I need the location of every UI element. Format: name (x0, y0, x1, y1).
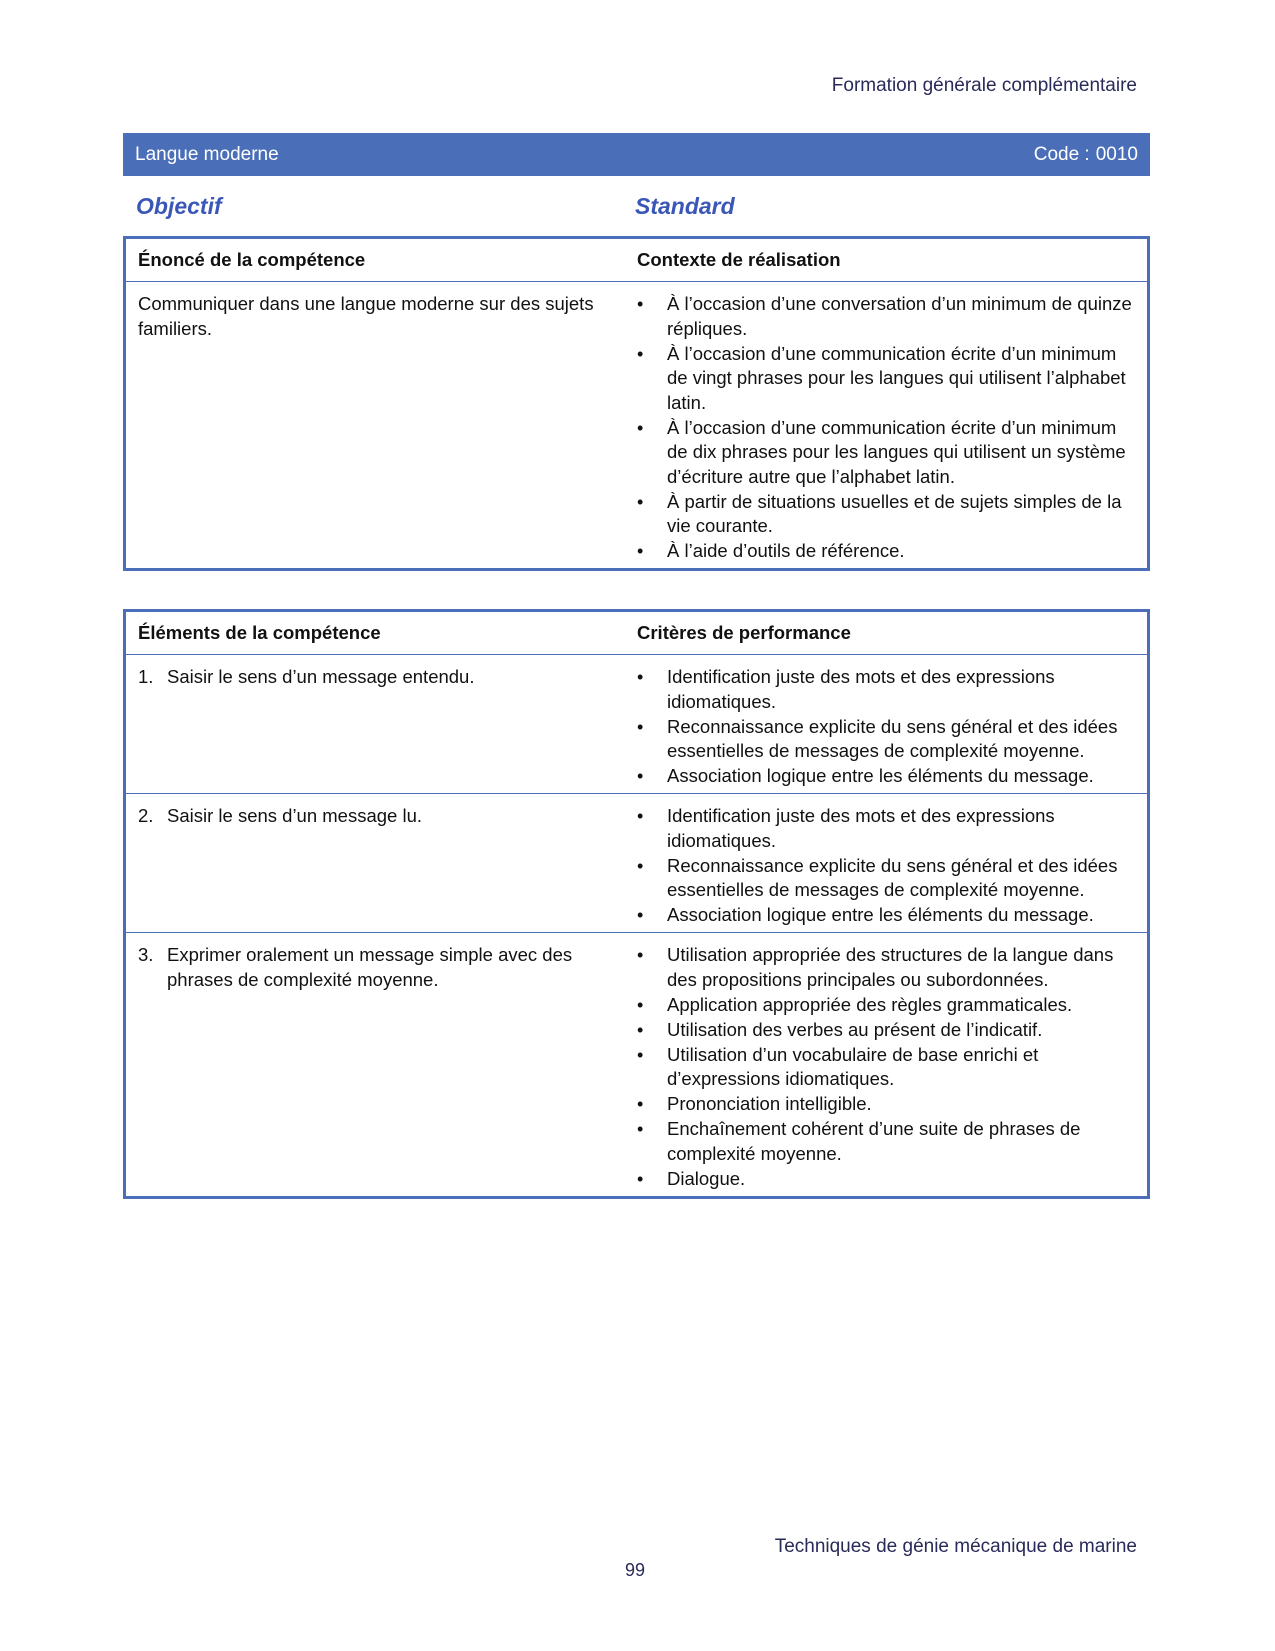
element-number: 2. (138, 805, 154, 826)
criteria-item: • Identification juste des mots et des expressions idiomatiques. (637, 804, 1137, 853)
element-number: 1. (138, 666, 154, 687)
criteria-list (637, 665, 1137, 789)
elements-table-header (126, 612, 1147, 655)
criteria-item: • Reconnaissance explicite du sens général et des idées essentielles de messages de complexité moyenne. (637, 715, 1137, 764)
criteria-item: • Identification juste des mots et des expressions idiomatiques. (637, 665, 1137, 714)
context-item: • À l’occasion d’une communication écrite d’un minimum de vingt phrases pour les langues qui utilisent l’alphabet latin. (637, 342, 1137, 416)
criteria-list (637, 943, 1137, 1191)
element-text: Saisir le sens d’un message lu. (167, 805, 423, 826)
criteria-item: • Dialogue. (637, 1167, 1137, 1192)
element-row (126, 655, 1147, 794)
context-item: • À l’aide d’outils de référence. (637, 539, 1137, 564)
course-banner (123, 133, 1150, 176)
criteria-item: • Utilisation appropriée des structures de la langue dans des propositions principales ou subordonnées. (637, 943, 1137, 992)
element-row (126, 933, 1147, 1196)
code-value: 0010 (1095, 143, 1138, 165)
footer-title: Techniques de génie mécanique de marine (774, 1536, 1137, 1557)
criteria-item: • Utilisation des verbes au présent de l’indicatif. (637, 1018, 1137, 1043)
criteria-item: • Prononciation intelligible. (637, 1092, 1137, 1117)
elements-header-left: Éléments de la compétence (138, 622, 381, 643)
elements-header-right: Critères de performance (637, 622, 851, 643)
objective-title: Objectif (136, 193, 222, 219)
element-number: 3. (138, 944, 154, 965)
context-list (637, 292, 1137, 564)
criteria-item: • Reconnaissance explicite du sens général et des idées essentielles de messages de complexité moyenne. (637, 854, 1137, 903)
criteria-item: • Association logique entre les éléments du message. (637, 764, 1137, 789)
competence-header-left: Énoncé de la compétence (138, 249, 366, 270)
criteria-item: • Utilisation d’un vocabulaire de base enrichi et d’expressions idiomatiques. (637, 1043, 1137, 1092)
competence-header-right: Contexte de réalisation (637, 249, 841, 270)
competence-table (123, 236, 1150, 571)
competence-row (126, 282, 1147, 568)
element-row (126, 794, 1147, 933)
code-label: Code : (1033, 143, 1090, 165)
context-item: • À partir de situations usuelles et de sujets simples de la vie courante. (637, 490, 1137, 539)
element-text: Exprimer oralement un message simple avec des phrases de complexité moyenne. (167, 944, 573, 990)
criteria-item: • Enchaînement cohérent d’une suite de phrases de complexité moyenne. (637, 1117, 1137, 1166)
criteria-item: • Application appropriée des règles grammaticales. (637, 993, 1137, 1018)
standard-title: Standard (635, 193, 735, 219)
criteria-list (637, 804, 1137, 928)
page-number: 99 (625, 1560, 646, 1580)
course-code (1034, 144, 1138, 166)
competence-table-header (126, 239, 1147, 282)
running-head: Formation générale complémentaire (831, 75, 1137, 96)
criteria-item: • Association logique entre les éléments du message. (637, 903, 1137, 928)
competence-statement: Communiquer dans une langue moderne sur des sujets familiers. (138, 293, 594, 339)
context-item: • À l’occasion d’une conversation d’un minimum de quinze répliques. (637, 292, 1137, 341)
elements-table (123, 609, 1150, 1199)
element-text: Saisir le sens d’un message entendu. (167, 666, 475, 687)
context-item: • À l’occasion d’une communication écrite d’un minimum de dix phrases pour les langues qui utilisent un système d’écriture autre que l’alphabet latin. (637, 416, 1137, 490)
course-title: Langue moderne (135, 143, 279, 165)
